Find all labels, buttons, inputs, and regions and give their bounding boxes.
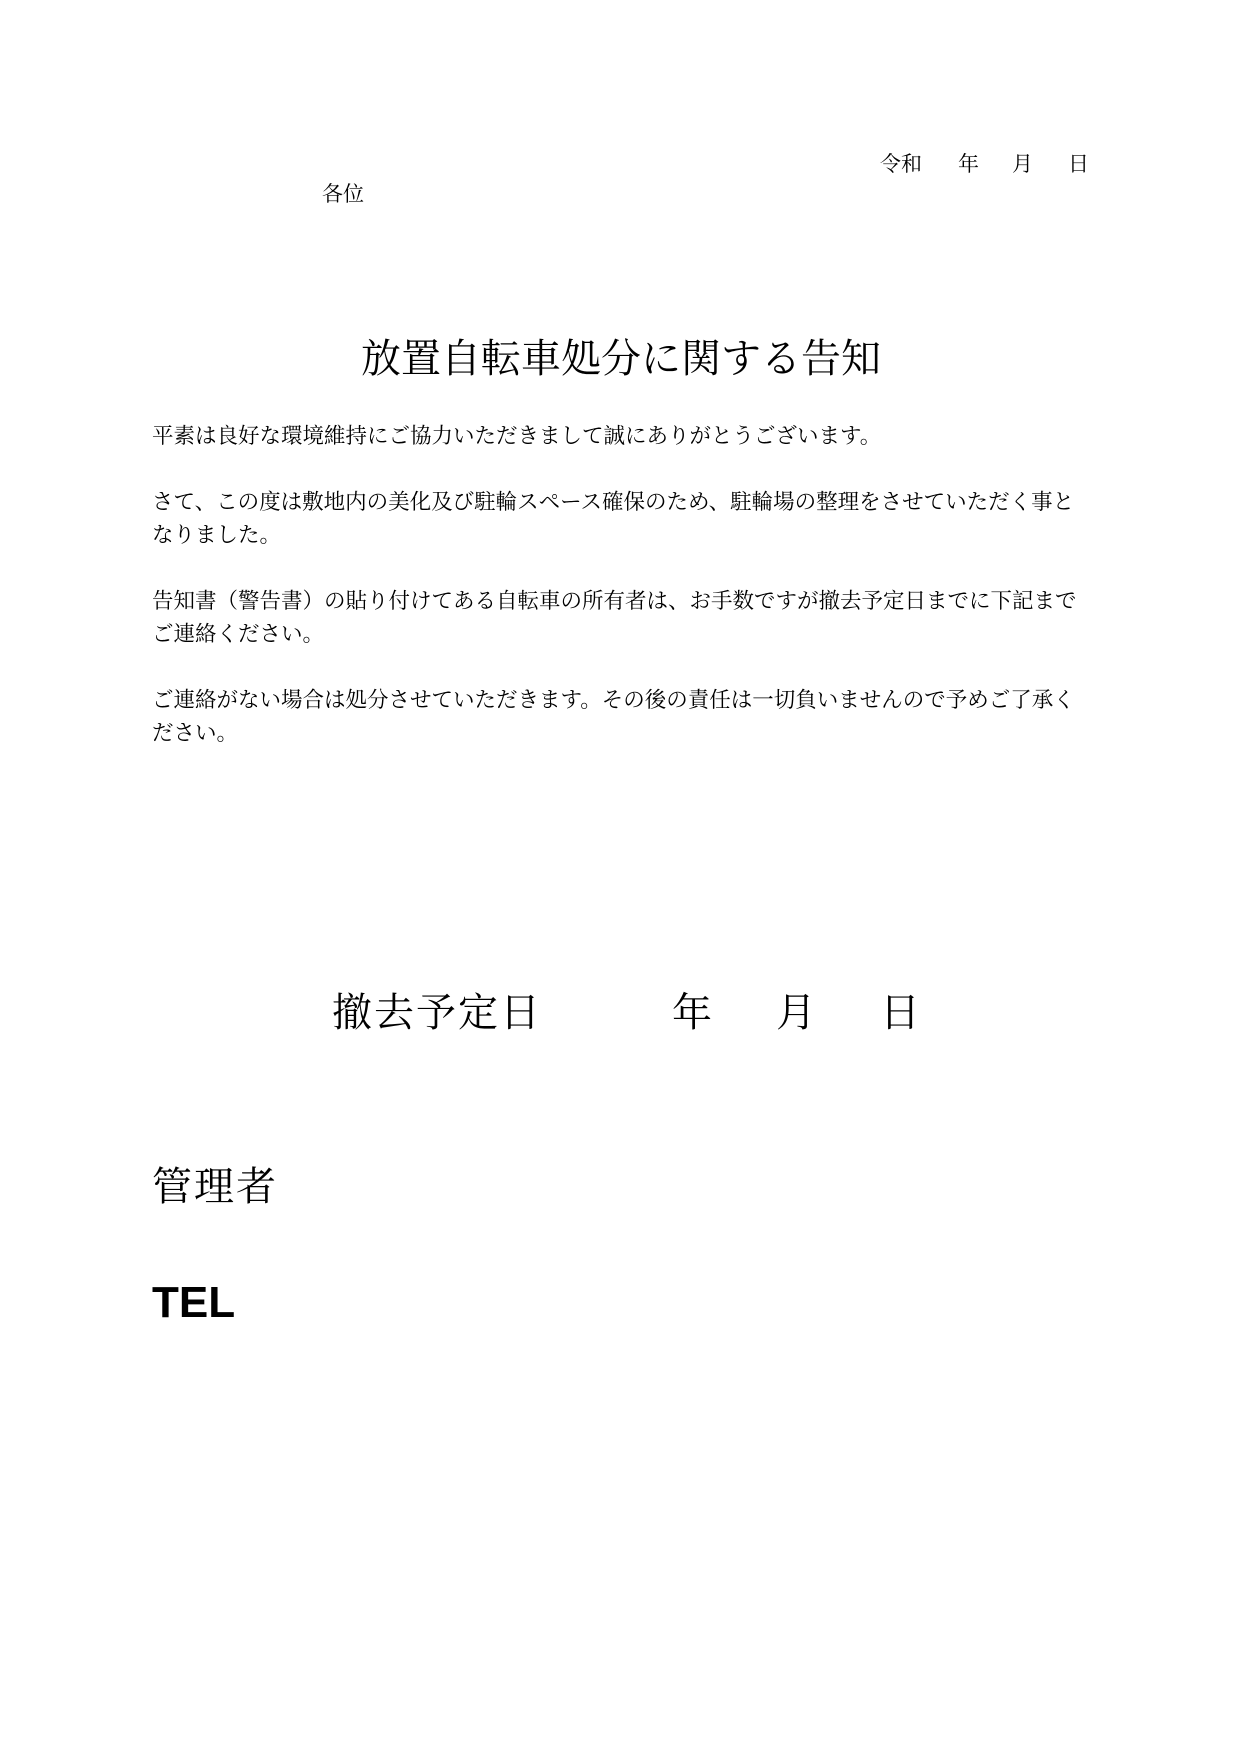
date-era: 令和 [880,152,922,176]
notice-body [152,420,1092,783]
issue-date [880,150,1089,178]
removal-month-unit: 月 [776,990,816,1036]
date-month-unit: 月 [1012,152,1033,176]
document-title: 放置自転車処分に関する告知 [361,336,881,382]
paragraph-greeting: 平素は良好な環境維持にご協力いただきまして誠にありがとうございます。 [152,424,882,449]
manager-label: 管理者 [152,1164,278,1210]
removal-date-label: 撤去予定日 [332,990,542,1036]
removal-year-unit: 年 [672,990,712,1036]
paragraph-purpose: さて、この度は敷地内の美化及び駐輪スペース確保のため、駐輪場の整理をさせていただく事となりました。 [152,490,1075,548]
date-day-unit: 日 [1068,152,1089,176]
removal-date [332,988,920,1038]
paragraph-disclaimer: ご連絡がない場合は処分させていただきます。その後の責任は一切負いませんので予めご了承ください。 [152,688,1075,746]
removal-day-unit: 日 [880,990,920,1036]
tel-label: TEL [152,1278,236,1327]
paragraph-request: 告知書（警告書）の貼り付けてある自転車の所有者は、お手数ですが撤去予定日までに下記までご連絡ください。 [152,589,1077,647]
addressee: 各位 [322,182,364,206]
date-year-unit: 年 [958,152,979,176]
